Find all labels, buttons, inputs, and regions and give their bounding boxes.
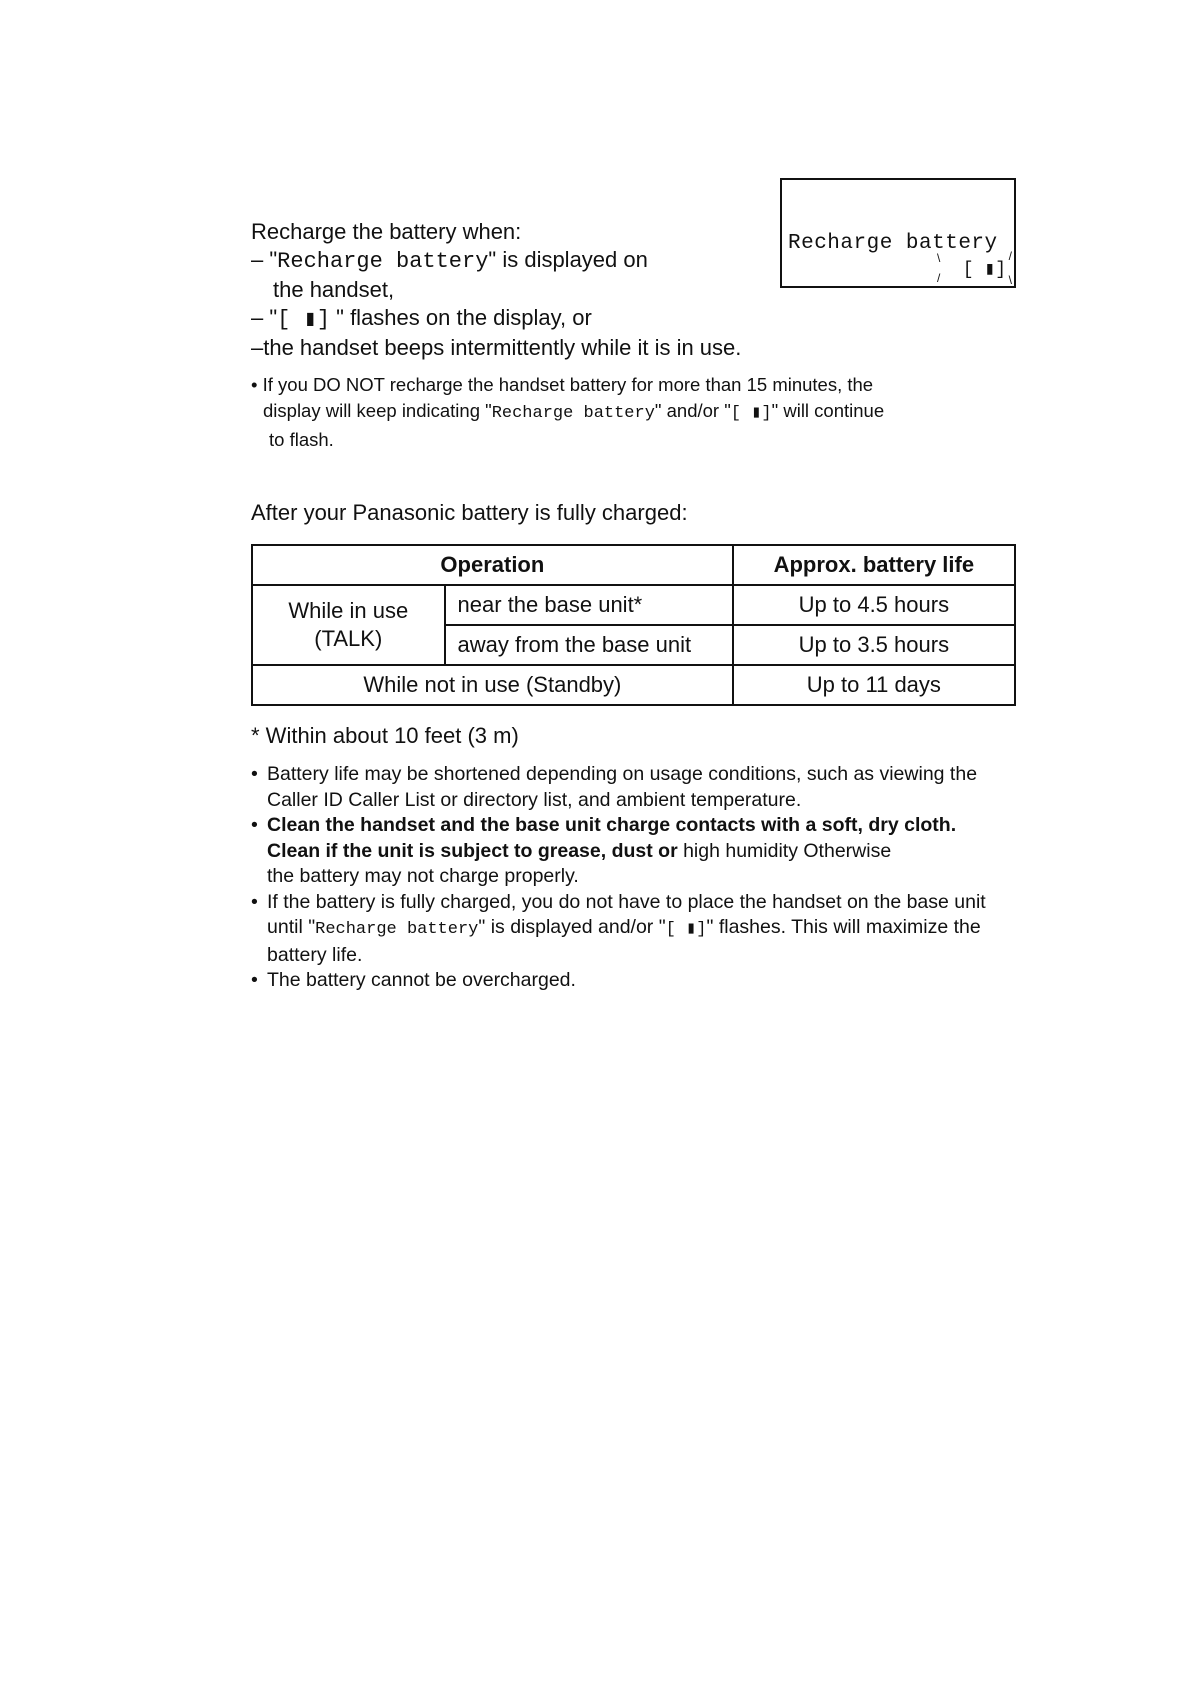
list-item: • Clean the handset and the base unit charge contacts with a soft, dry cloth. Clean if the unit is subject to grease, dust or high humidity Otherwise the battery may not charge properly. xyxy=(251,813,1021,890)
list-item: • Battery life may be shortened depending on usage conditions, such as viewing the Caller ID Caller List or directory list, and ambient temperature. xyxy=(251,762,1021,813)
battery-icon: [ ▮] xyxy=(730,404,772,423)
flash-mark-icon: \ xyxy=(1008,273,1012,287)
recharge-heading: Recharge the battery when: xyxy=(251,219,522,244)
in-use-cell: While in use (TALK) xyxy=(252,585,445,665)
battery-tips-list xyxy=(251,762,1021,994)
battery-icon: [ ▮] xyxy=(665,920,707,939)
condition-cell: away from the base unit xyxy=(445,625,733,665)
table-footnote: * Within about 10 feet (3 m) xyxy=(251,723,519,748)
standby-cell: While not in use (Standby) xyxy=(252,665,733,705)
list-item: • The battery cannot be overcharged. xyxy=(251,968,1021,994)
recharge-item-1: – "Recharge battery" is displayed on xyxy=(251,247,648,274)
table-header-row xyxy=(252,545,1015,585)
battery-icon: [ ▮] xyxy=(277,307,331,332)
recharge-item-1-cont: the handset, xyxy=(273,277,395,302)
life-cell: Up to 3.5 hours xyxy=(733,625,1015,665)
display-text: Recharge battery xyxy=(788,232,998,255)
flash-mark-icon: / xyxy=(1008,249,1012,263)
header-battery-life: Approx. battery life xyxy=(733,545,1015,585)
battery-icon: [ ▮] xyxy=(962,260,1006,280)
header-operation: Operation xyxy=(252,545,733,585)
recharge-note: • If you DO NOT recharge the handset battery for more than 15 minutes, the display will keep indicating "Recharge battery" and/or "[ ▮]" will continue to flash. xyxy=(251,374,885,450)
life-cell: Up to 4.5 hours xyxy=(733,585,1015,625)
list-item: • If the battery is fully charged, you do not have to place the handset on the base unit until "Recharge battery" is displayed and/or "[ ▮]" flashes. This will maximize the battery life. xyxy=(251,890,1021,969)
after-charge-heading: After your Panasonic battery is fully charged: xyxy=(251,500,688,525)
life-cell: Up to 11 days xyxy=(733,665,1015,705)
recharge-item-3: –the handset beeps intermittently while it is in use. xyxy=(251,335,742,360)
flash-mark-icon: / xyxy=(937,271,941,285)
handset-display-illustration xyxy=(780,178,1016,288)
battery-life-table xyxy=(251,544,1016,706)
flash-mark-icon: \ xyxy=(937,251,941,265)
recharge-item-2: – "[ ▮] " flashes on the display, or xyxy=(251,305,592,332)
table-row xyxy=(252,585,1015,625)
recharge-conditions xyxy=(251,218,741,362)
table-row xyxy=(252,665,1015,705)
condition-cell: near the base unit* xyxy=(445,585,733,625)
